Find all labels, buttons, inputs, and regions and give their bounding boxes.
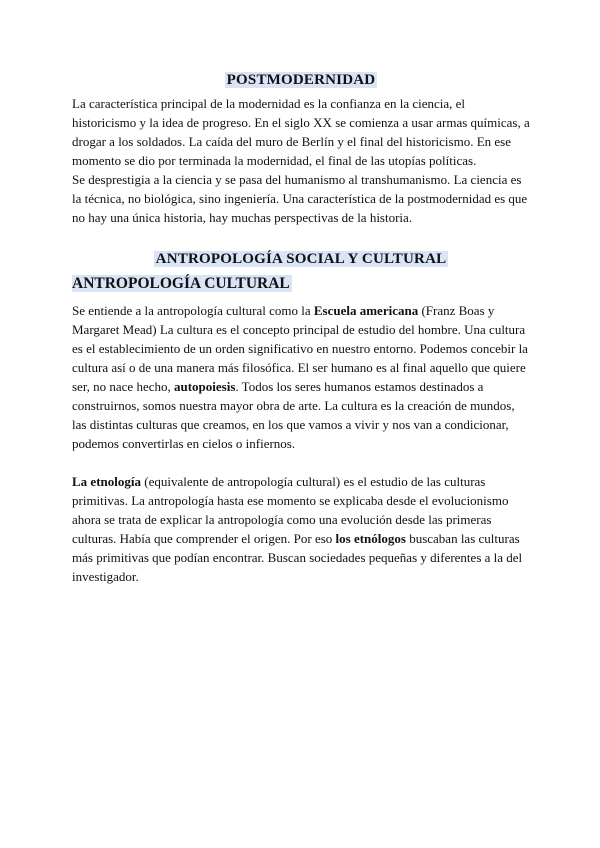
paragraph-cultural-1-part-a: Se entiende a la antropología cultural como la bbox=[72, 303, 314, 318]
heading-postmodernidad bbox=[72, 70, 530, 90]
paragraph-cultural-1-bold-autopoiesis: autopoiesis bbox=[174, 379, 236, 394]
spacer bbox=[72, 453, 530, 472]
paragraph-cultural-1-bold-escuela: Escuela americana bbox=[313, 303, 419, 318]
heading-antropologia-social bbox=[72, 249, 530, 269]
paragraph-cultural-1 bbox=[72, 301, 530, 453]
document-page bbox=[72, 70, 530, 586]
paragraph-cultural-1-part-c: (Franz Boas y Margaret Mead) La cultura es el concepto principal de estudio del hombre. Una cultura es el establecimiento de un orden significativo en nuestro entorno. Podemos concebir la cultura así o de una manera más filosófica. El ser humano es al final aquello que quiere ser, no nace hecho, bbox=[72, 303, 528, 394]
paragraph-cultural-2-bold-etnologia: La etnología bbox=[72, 474, 141, 489]
paragraph-postmodernidad-1: La característica principal de la modernidad es la confianza en la ciencia, el historicismo y la idea de progreso. En el siglo XX se comienza a usar armas químicas, a drogar a los soldados. La caída del muro de Berlín y el final del historicismo. En ese momento se dio por terminada la modernidad, el final de las utopías políticas. bbox=[72, 96, 530, 168]
subheading-antropologia-cultural-text: ANTROPOLOGÍA CULTURAL bbox=[72, 275, 290, 292]
subheading-antropologia-cultural bbox=[72, 273, 530, 295]
paragraph-cultural-2 bbox=[72, 472, 530, 586]
spacer bbox=[72, 227, 530, 249]
paragraph-cultural-2-part-b: (equivalente de antropología cultural) es el estudio de las culturas primitivas. La antropología hasta ese momento se explicaba desde el evolucionismo ahora se trata de explicar la antropología como una evolución desde las primeras culturas. Había que comprender el origen. Por eso bbox=[72, 474, 509, 546]
heading-antropologia-social-text: ANTROPOLOGÍA SOCIAL Y CULTURAL bbox=[155, 251, 447, 267]
paragraph-postmodernidad-2: Se desprestigia a la ciencia y se pasa del humanismo al transhumanismo. La ciencia es la técnica, no biológica, sino ingeniería. Una característica de la postmodernidad es que no hay una única historia, hay muchas perspectivas de la historia. bbox=[72, 172, 528, 225]
paragraph-cultural-2-part-d: buscaban las culturas más primitivas que podían encontrar. Buscan sociedades pequeñas y diferentes a la del investigador. bbox=[72, 531, 523, 584]
paragraph-cultural-2-bold-etnologos: los etnólogos bbox=[335, 531, 406, 546]
paragraph-cultural-1-part-e: . Todos los seres humanos estamos destinados a construirnos, somos nuestra mayor obra de arte. La cultura es la creación de mundos, las distintas culturas que creamos, en los que vamos a vivir y nos van a condicionar, podemos convertirlas en cielos o infiernos. bbox=[72, 379, 515, 451]
heading-postmodernidad-text: POSTMODERNIDAD bbox=[226, 72, 376, 88]
